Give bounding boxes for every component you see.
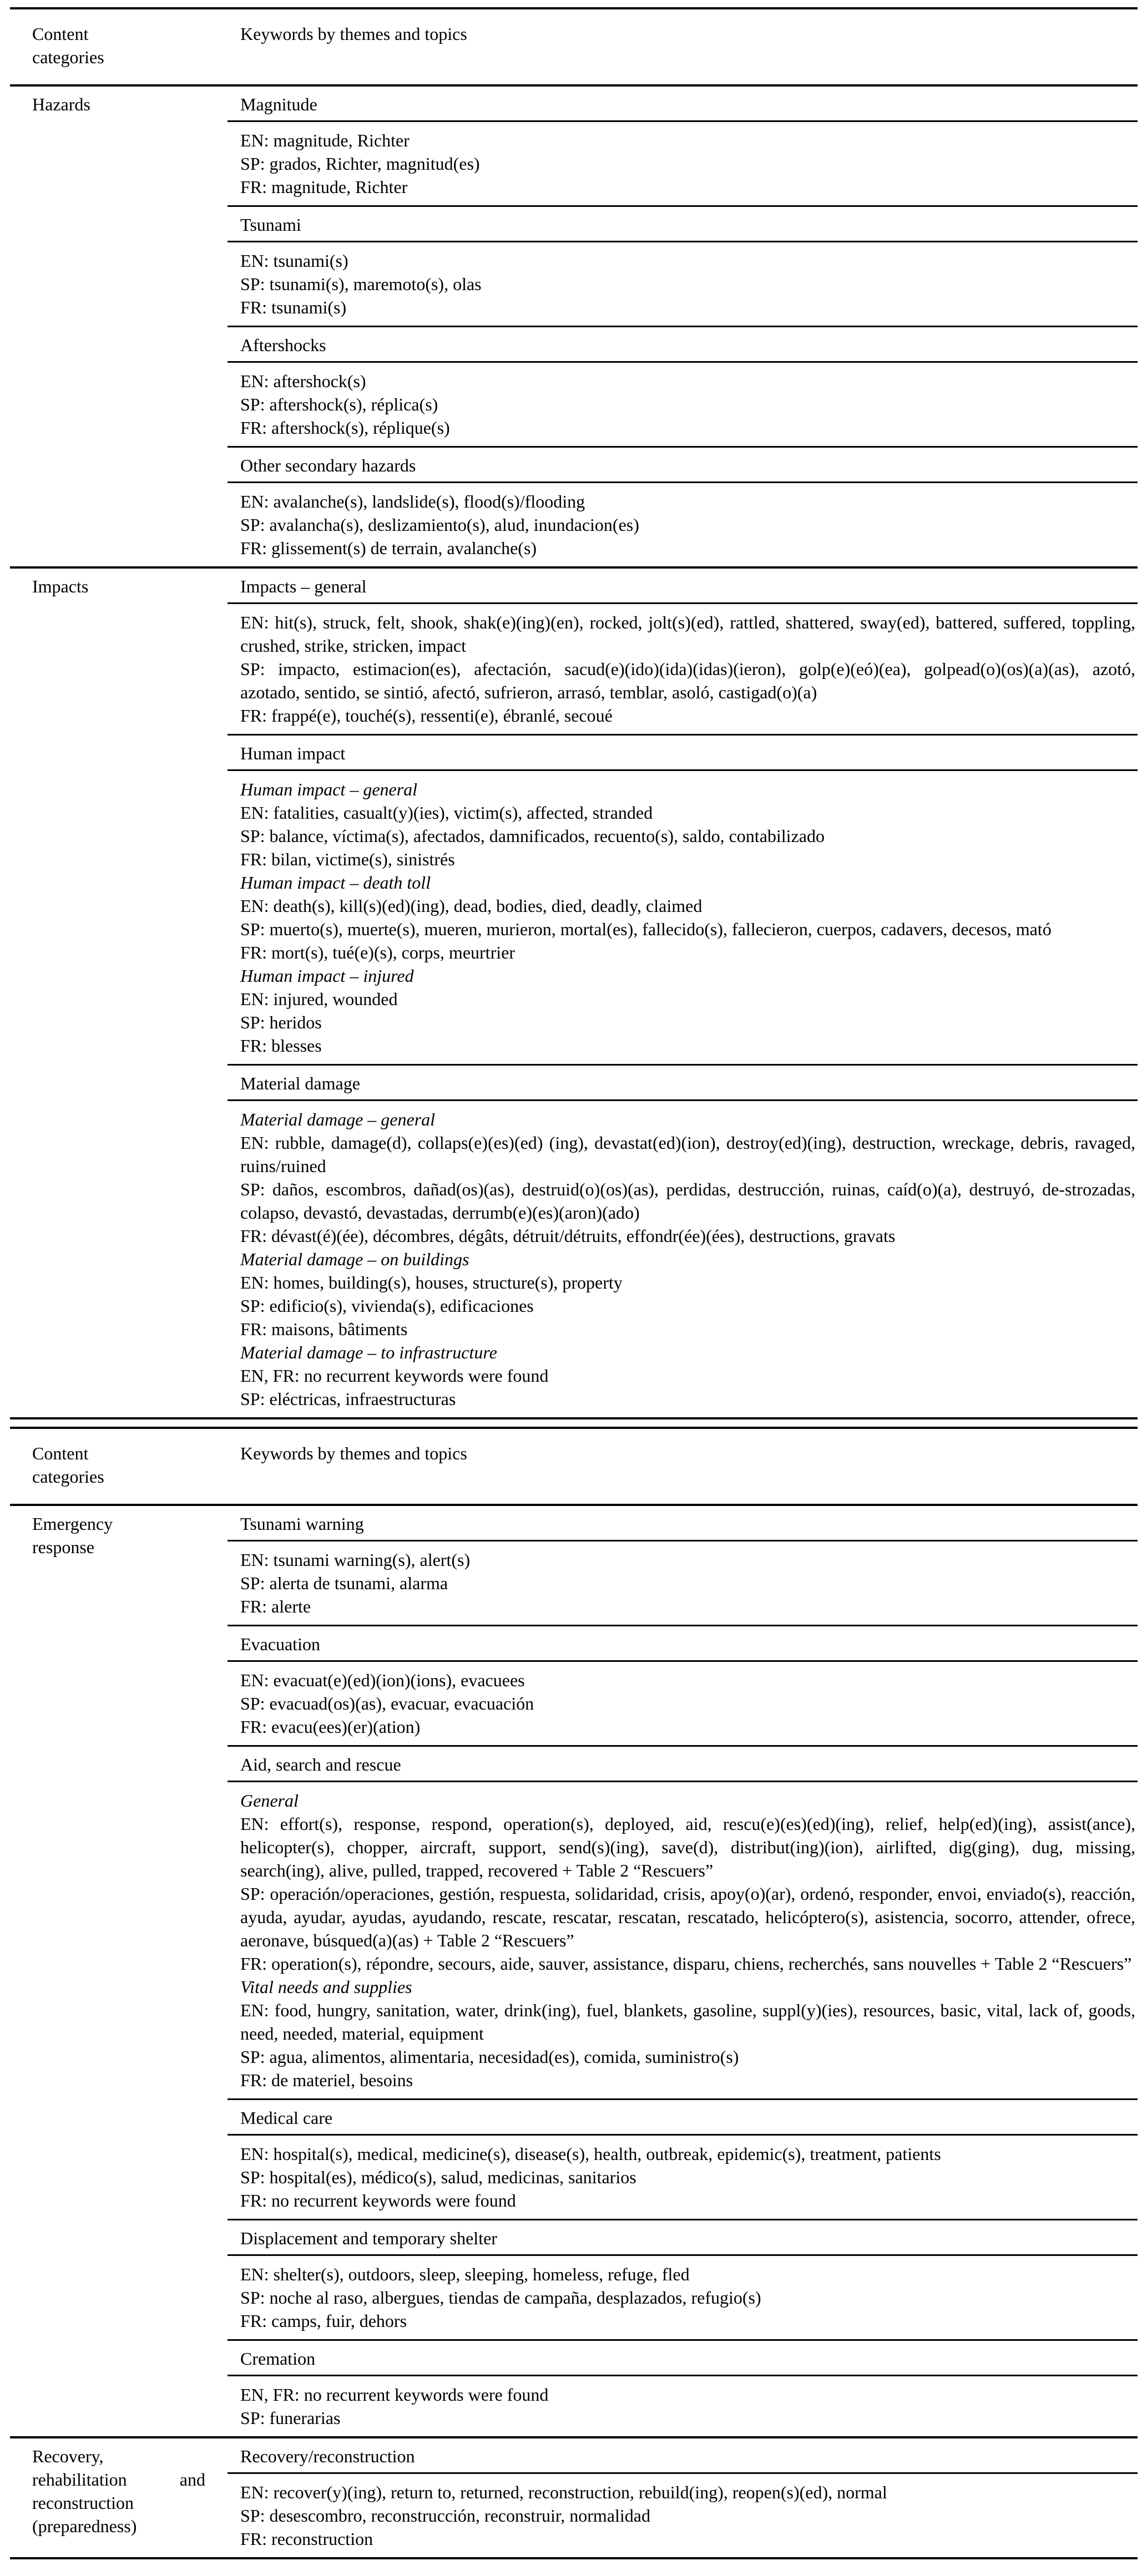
keyword-subheading: General bbox=[240, 1791, 299, 1811]
topic-block bbox=[228, 1506, 1138, 1625]
keyword-line: SP: daños, escombros, dañad(os)(as), destruid(o)(os)(as), perdidas, destrucción, ruinas, caíd(o)(a), destruyó, de-strozadas, colapso, devastó, devastadas, derrumb(e)(es)(aron)(ado) bbox=[240, 1179, 1135, 1223]
keyword-line: EN: magnitude, Richter bbox=[240, 130, 410, 150]
topic-block bbox=[228, 734, 1138, 1064]
keywords-table-part-1 bbox=[10, 7, 1138, 1419]
category-line: (preparedness) bbox=[32, 2516, 137, 2536]
topic-block bbox=[228, 1064, 1138, 1417]
category-cell bbox=[10, 569, 228, 1417]
topic-title: Evacuation bbox=[228, 1626, 1138, 1662]
category-line: Content bbox=[32, 24, 89, 44]
keyword-line: EN: aftershock(s) bbox=[240, 371, 366, 391]
keyword-line: SP: heridos bbox=[240, 1012, 322, 1032]
keyword-line: EN: tsunami(s) bbox=[240, 251, 348, 271]
keyword-line: EN: evacuat(e)(ed)(ion)(ions), evacuees bbox=[240, 1670, 525, 1690]
keyword-line: EN: tsunami warning(s), alert(s) bbox=[240, 1550, 471, 1570]
topic-block bbox=[228, 1745, 1138, 2098]
keyword-line: FR: de materiel, besoins bbox=[240, 2070, 413, 2090]
topic-title: Displacement and temporary shelter bbox=[228, 2220, 1138, 2256]
topic-keywords bbox=[228, 2256, 1138, 2339]
topic-keywords bbox=[228, 1662, 1138, 1745]
topic-block bbox=[228, 205, 1138, 326]
keyword-line: EN: injured, wounded bbox=[240, 989, 398, 1009]
category-row bbox=[10, 1504, 1138, 2436]
keyword-line: FR: mort(s), tué(e)(s), corps, meurtrier bbox=[240, 942, 515, 962]
keyword-line: SP: alerta de tsunami, alarma bbox=[240, 1573, 448, 1593]
topic-title: Cremation bbox=[228, 2341, 1138, 2376]
topic-block bbox=[228, 2098, 1138, 2219]
topic-title: Aftershocks bbox=[228, 327, 1138, 363]
header-keywords-by-themes: Keywords by themes and topics bbox=[240, 24, 467, 44]
keyword-line: FR: maisons, bâtiments bbox=[240, 1319, 408, 1339]
keyword-line: SP: aftershock(s), réplica(s) bbox=[240, 394, 438, 414]
keyword-line: EN: effort(s), response, respond, operation(s), deployed, aid, rescu(e)(es)(ed)(ing), relief, help(ed)(ing), assist(ance), helicopter(s), chopper, aircraft, support, send(s)(ing), save(d), distribut(ing)(ion), airlifted, dig(ging), dug, missing, search(ing), alive, pulled, trapped, recovered + Table 2 “Rescuers” bbox=[240, 1814, 1135, 1880]
keyword-line: FR: frappé(e), touché(s), ressenti(e), ébranlé, secoué bbox=[240, 706, 613, 726]
topic-keywords bbox=[228, 1101, 1138, 1417]
category-line-right: and bbox=[179, 2469, 205, 2489]
topic-keywords bbox=[228, 122, 1138, 205]
topic-title: Aid, search and rescue bbox=[228, 1747, 1138, 1782]
keyword-line: FR: dévast(é)(ée), décombres, dégâts, détruit/détruits, effondr(ée)(ées), destructions, gravats bbox=[240, 1226, 896, 1246]
keyword-line: SP: agua, alimentos, alimentaria, necesidad(es), comida, suministro(s) bbox=[240, 2047, 739, 2067]
keyword-line: EN: hospital(s), medical, medicine(s), disease(s), health, outbreak, epidemic(s), treatment, patients bbox=[240, 2144, 941, 2164]
keywords-table-part-2 bbox=[10, 1427, 1138, 2559]
category-line: categories bbox=[32, 47, 104, 67]
keyword-line: SP: impacto, estimacion(es), afectación, sacud(e)(ido)(ida)(idas)(ieron), golp(e)(eó)(ea), golpead(o)(os)(a)(as), azotó, azotado, sentido, se sintió, afectó, sufrieron, arrasó, temblar, asoló, castigad(o)(a) bbox=[240, 659, 1135, 702]
keyword-line: FR: evacu(ees)(er)(ation) bbox=[240, 1717, 421, 1737]
keyword-line: SP: grados, Richter, magnitud(es) bbox=[240, 154, 480, 174]
category-line: Impacts bbox=[32, 576, 89, 596]
topic-keywords bbox=[228, 2376, 1138, 2436]
keyword-line: FR: camps, fuir, dehors bbox=[240, 2311, 407, 2331]
keyword-line: FR: blesses bbox=[240, 1036, 322, 1056]
category-line: categories bbox=[32, 1467, 104, 1487]
keyword-subheading: Vital needs and supplies bbox=[240, 1977, 412, 1997]
topic-block bbox=[228, 1625, 1138, 1745]
topics-cell bbox=[228, 569, 1138, 1417]
topic-block bbox=[228, 326, 1138, 446]
topic-title: Other secondary hazards bbox=[228, 448, 1138, 483]
topic-title: Recovery/reconstruction bbox=[228, 2438, 1138, 2474]
keyword-line: EN: hit(s), struck, felt, shook, shak(e)(ing)(en), rocked, jolt(s)(ed), rattled, shattered, sway(ed), battered, suffered, toppling, crushed, strike, stricken, impact bbox=[240, 612, 1135, 656]
keyword-subheading: Material damage – general bbox=[240, 1109, 436, 1129]
keyword-subheading: Material damage – to infrastructure bbox=[240, 1342, 497, 1362]
keyword-line: EN: homes, building(s), houses, structure(s), property bbox=[240, 1272, 623, 1292]
topic-block bbox=[228, 569, 1138, 734]
keyword-line: SP: balance, víctima(s), afectados, damnificados, recuento(s), saldo, contabilizado bbox=[240, 826, 825, 846]
keyword-subheading: Material damage – on buildings bbox=[240, 1249, 469, 1269]
keyword-line: FR: magnitude, Richter bbox=[240, 177, 408, 197]
keyword-subheading: Human impact – general bbox=[240, 779, 418, 799]
category-line: Emergency bbox=[32, 1514, 113, 1534]
topic-keywords bbox=[228, 2136, 1138, 2219]
topic-keywords bbox=[228, 1782, 1138, 2098]
keyword-line: EN, FR: no recurrent keywords were found bbox=[240, 1366, 549, 1386]
keyword-line: SP: evacuad(os)(as), evacuar, evacuación bbox=[240, 1693, 534, 1713]
keyword-line: EN: food, hungry, sanitation, water, drink(ing), fuel, blankets, gasoline, suppl(y)(ies), resources, basic, vital, lack of, goods, need, needed, material, equipment bbox=[240, 2000, 1135, 2043]
topic-title: Medical care bbox=[228, 2100, 1138, 2136]
keyword-line: SP: operación/operaciones, gestión, respuesta, solidaridad, crisis, apoy(o)(ar), ordenó, responder, envoi, enviado(s), reacción, ayuda, ayudar, ayudas, ayudando, rescate, rescatar, rescatan, rescatado, helicóptero(s), asistencia, socorro, attender, ofrece, aeronave, búsqued(a)(as) + Table 2 “Rescuers” bbox=[240, 1884, 1135, 1950]
topic-title: Tsunami bbox=[228, 207, 1138, 242]
topic-block bbox=[228, 446, 1138, 566]
keyword-line: FR: glissement(s) de terrain, avalanche(s) bbox=[240, 538, 537, 558]
category-cell bbox=[10, 87, 228, 566]
category-row bbox=[10, 84, 1138, 566]
category-row bbox=[10, 566, 1138, 1417]
header-content-categories bbox=[10, 16, 228, 74]
topic-title: Material damage bbox=[228, 1066, 1138, 1101]
keyword-line: SP: muerto(s), muerte(s), mueren, murieron, mortal(es), fallecido(s), fallecieron, cuerpos, cadavers, decesos, mató bbox=[240, 919, 1052, 939]
category-line bbox=[32, 2468, 205, 2491]
keyword-line: SP: avalancha(s), deslizamiento(s), alud, inundacion(es) bbox=[240, 515, 639, 535]
topic-title: Human impact bbox=[228, 736, 1138, 771]
topic-block bbox=[228, 2219, 1138, 2339]
table-header-row bbox=[10, 1429, 1138, 1504]
topic-block bbox=[228, 87, 1138, 205]
category-cell bbox=[10, 1506, 228, 2436]
topic-title: Impacts – general bbox=[228, 569, 1138, 604]
category-line: Recovery, bbox=[32, 2446, 104, 2466]
keyword-line: EN: avalanche(s), landslide(s), flood(s)/flooding bbox=[240, 491, 585, 511]
keyword-line: FR: no recurrent keywords were found bbox=[240, 2190, 516, 2210]
keyword-line: SP: desescombro, reconstrucción, reconstruir, normalidad bbox=[240, 2506, 650, 2526]
keyword-subheading: Human impact – death toll bbox=[240, 873, 431, 893]
keyword-line: SP: tsunami(s), maremoto(s), olas bbox=[240, 274, 482, 294]
category-row bbox=[10, 2436, 1138, 2557]
keyword-line: SP: eléctricas, infraestructuras bbox=[240, 1389, 456, 1409]
category-line: response bbox=[32, 1537, 94, 1557]
keyword-line: SP: hospital(es), médico(s), salud, medicinas, sanitarios bbox=[240, 2167, 636, 2187]
topic-keywords bbox=[228, 2474, 1138, 2557]
topic-keywords bbox=[228, 483, 1138, 566]
topic-block bbox=[228, 2438, 1138, 2557]
keyword-line: FR: operation(s), répondre, secours, aide, sauver, assistance, disparu, chiens, recherchés, sans nouvelles + Table 2 “Rescuers” bbox=[240, 1954, 1132, 1974]
topics-cell bbox=[228, 87, 1138, 566]
keyword-line: FR: tsunami(s) bbox=[240, 297, 347, 317]
keyword-line: SP: edificio(s), vivienda(s), edificaciones bbox=[240, 1296, 534, 1316]
topic-title: Magnitude bbox=[228, 87, 1138, 122]
keyword-line: FR: alerte bbox=[240, 1596, 311, 1616]
topic-keywords bbox=[228, 363, 1138, 446]
header-keywords-by-themes: Keywords by themes and topics bbox=[240, 1443, 467, 1463]
topic-keywords bbox=[228, 771, 1138, 1064]
keyword-line: FR: bilan, victime(s), sinistrés bbox=[240, 849, 455, 869]
topic-title: Tsunami warning bbox=[228, 1506, 1138, 1541]
keyword-subheading: Human impact – injured bbox=[240, 966, 414, 986]
table-header-row bbox=[10, 9, 1138, 84]
topic-block bbox=[228, 2339, 1138, 2436]
keyword-line: EN: fatalities, casualt(y)(ies), victim(s), affected, stranded bbox=[240, 803, 653, 823]
keyword-line: EN, FR: no recurrent keywords were found bbox=[240, 2385, 549, 2405]
keyword-line: EN: rubble, damage(d), collaps(e)(es)(ed) (ing), devastat(ed)(ion), destroy(ed)(ing), destruction, wreckage, debris, ravaged, ruins/ruined bbox=[240, 1133, 1135, 1176]
category-cell bbox=[10, 2438, 228, 2557]
category-line: reconstruction bbox=[32, 2493, 134, 2513]
keyword-line: FR: reconstruction bbox=[240, 2529, 373, 2549]
keyword-line: SP: funerarias bbox=[240, 2408, 341, 2428]
category-line-left: rehabilitation bbox=[32, 2469, 127, 2489]
topic-keywords bbox=[228, 1541, 1138, 1625]
category-line: Content bbox=[32, 1443, 89, 1463]
topic-keywords bbox=[228, 604, 1138, 734]
keyword-line: EN: recover(y)(ing), return to, returned, reconstruction, rebuild(ing), reopen(s)(ed), normal bbox=[240, 2482, 887, 2502]
keyword-line: EN: death(s), kill(s)(ed)(ing), dead, bodies, died, deadly, claimed bbox=[240, 896, 703, 916]
keyword-line: FR: aftershock(s), réplique(s) bbox=[240, 418, 450, 438]
topics-cell bbox=[228, 1506, 1138, 2436]
category-line: Hazards bbox=[32, 94, 90, 114]
header-content-categories bbox=[10, 1436, 228, 1494]
keyword-line: SP: noche al raso, albergues, tiendas de campaña, desplazados, refugio(s) bbox=[240, 2288, 761, 2308]
topics-cell bbox=[228, 2438, 1138, 2557]
topic-keywords bbox=[228, 242, 1138, 326]
keyword-line: EN: shelter(s), outdoors, sleep, sleeping, homeless, refuge, fled bbox=[240, 2264, 690, 2284]
